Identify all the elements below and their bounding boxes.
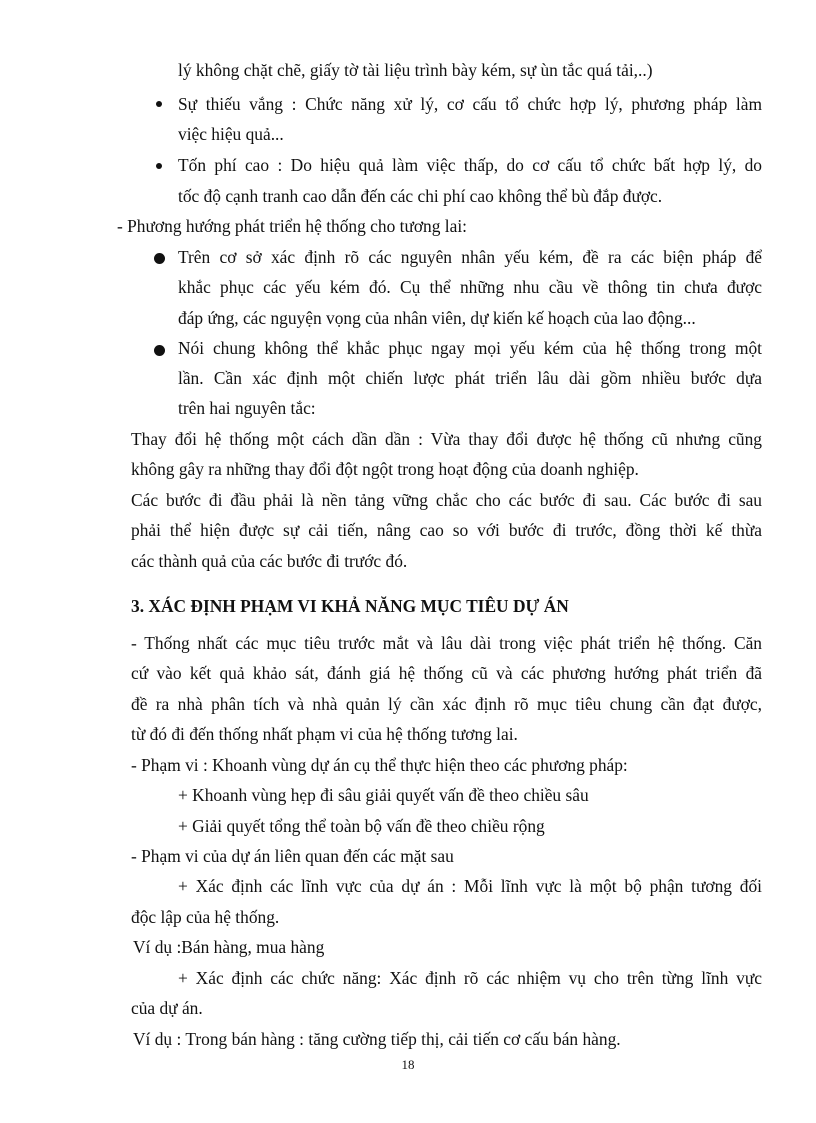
section-heading: 3. XÁC ĐỊNH PHẠM VI KHẢ NĂNG MỤC TIÊU DỰ ÁN bbox=[131, 596, 569, 616]
text-line: - Thống nhất các mục tiêu trước mắt và lâu dài trong việc phát triển hệ thống. Căn bbox=[131, 633, 762, 653]
text-line: lý không chặt chẽ, giấy tờ tài liệu trình bày kém, sự ùn tắc quá tải,..) bbox=[178, 60, 653, 80]
text-line: + Xác định các lĩnh vực của dự án : Mỗi lĩnh vực là một bộ phận tương đối bbox=[178, 876, 762, 896]
text-line: khắc phục các yếu kém đó. Cụ thể những nhu cầu về thông tin chưa được bbox=[178, 277, 762, 297]
text-line: đề ra nhà phân tích và nhà quản lý cần xác định rõ mục tiêu chung cần đạt được, bbox=[131, 694, 762, 714]
text-line: việc hiệu quả... bbox=[178, 124, 284, 144]
text-line: từ đó đi đến thống nhất phạm vi của hệ thống tương lai. bbox=[131, 724, 518, 744]
text-line: Nói chung không thể khắc phục ngay mọi yếu kém của hệ thống trong một bbox=[178, 338, 762, 358]
text-line: lần. Cần xác định một chiến lược phát triển lâu dài gồm nhiều bước dựa bbox=[178, 368, 762, 388]
text-line: phải thể hiện được sự cải tiến, nâng cao so với bước đi trước, đồng thời kế thừa bbox=[131, 520, 762, 540]
text-line: Sự thiếu vắng : Chức năng xử lý, cơ cấu tổ chức hợp lý, phương pháp làm bbox=[178, 94, 762, 114]
text-line: Trên cơ sở xác định rõ các nguyên nhân yếu kém, đề ra các biện pháp để bbox=[178, 247, 762, 267]
text-line: tốc độ cạnh tranh cao dẫn đến các chi phí cao không thể bù đắp được. bbox=[178, 186, 663, 206]
text-line: trên hai nguyên tắc: bbox=[178, 398, 316, 418]
text-line: + Khoanh vùng hẹp đi sâu giải quyết vấn đề theo chiều sâu bbox=[178, 785, 589, 805]
text-line: Thay đổi hệ thống một cách dần dần : Vừa thay đổi được hệ thống cũ nhưng cũng bbox=[131, 429, 762, 449]
text-line: Tốn phí cao : Do hiệu quả làm việc thấp, do cơ cấu tổ chức bất hợp lý, do bbox=[178, 155, 762, 175]
bullet-large bbox=[154, 253, 165, 264]
text-line: Ví dụ :Bán hàng, mua hàng bbox=[133, 937, 325, 957]
text-line: không gây ra những thay đổi đột ngột trong hoạt động của doanh nghiệp. bbox=[131, 459, 639, 479]
bullet-large bbox=[154, 345, 165, 356]
text-line: Ví dụ : Trong bán hàng : tăng cường tiếp thị, cải tiến cơ cấu bán hàng. bbox=[133, 1029, 621, 1049]
text-line: đáp ứng, các nguyện vọng của nhân viên, dự kiến kế hoạch của lao động... bbox=[178, 308, 696, 328]
text-line: - Phạm vi : Khoanh vùng dự án cụ thể thực hiện theo các phương pháp: bbox=[131, 755, 628, 775]
text-line: + Giải quyết tổng thể toàn bộ vấn đề theo chiều rộng bbox=[178, 816, 545, 836]
bullet-small bbox=[156, 163, 162, 169]
text-line: Các bước đi đầu phải là nền tảng vững chắc cho các bước đi sau. Các bước đi sau bbox=[131, 490, 762, 510]
text-line: - Phương hướng phát triển hệ thống cho tương lai: bbox=[117, 216, 468, 236]
text-line: - Phạm vi của dự án liên quan đến các mặt sau bbox=[131, 846, 454, 866]
text-line: các thành quả của các bước đi trước đó. bbox=[131, 551, 408, 571]
text-line: + Xác định các chức năng: Xác định rõ các nhiệm vụ cho trên từng lĩnh vực bbox=[178, 968, 762, 988]
bullet-small bbox=[156, 101, 162, 107]
text-line: của dự án. bbox=[131, 998, 203, 1018]
page-number: 18 bbox=[401, 1057, 415, 1072]
text-line: độc lập của hệ thống. bbox=[131, 907, 280, 927]
text-line: cứ vào kết quả khảo sát, đánh giá hệ thống cũ và các phương hướng phát triển đã bbox=[131, 663, 762, 683]
